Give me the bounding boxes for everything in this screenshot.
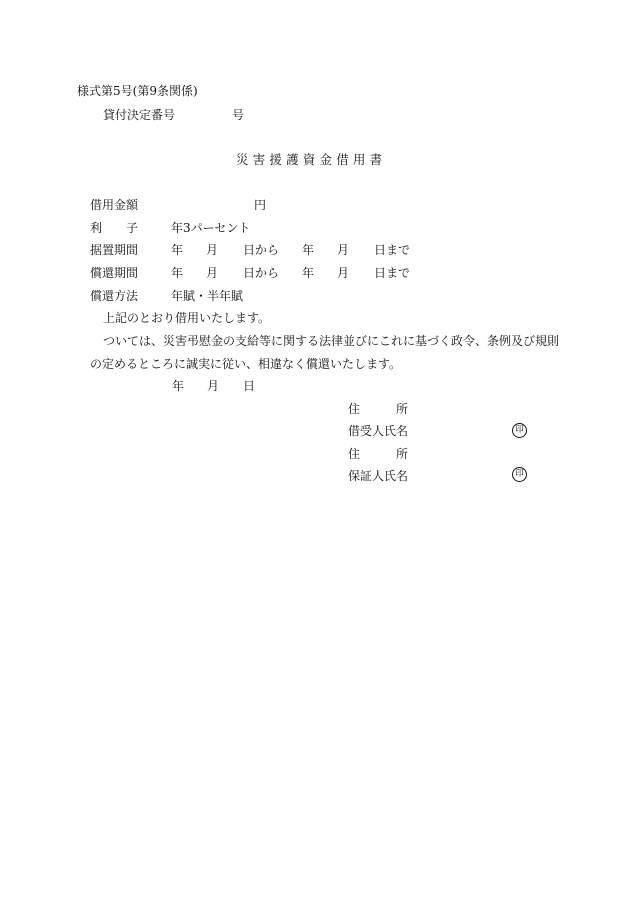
form-number: 様式第5号(第9条関係): [77, 84, 198, 98]
repayment-method-label: 償還方法: [90, 289, 139, 303]
interest-value: 年3パーセント: [171, 221, 251, 235]
borrower-name-label: 借受人氏名: [348, 424, 409, 438]
deferment-from: 日から: [243, 243, 280, 257]
borrower-address-label-1: 住: [348, 402, 361, 416]
body-line-2: ついては、災害弔慰金の支給等に関する法律並びにこれに基づく政令、条例及び規則: [103, 334, 560, 348]
guarantor-address-label-1: 住: [348, 447, 361, 461]
body-line-3: の定めるところに誠実に従い、相違なく償還いたします。: [90, 357, 402, 371]
body-line-1: 上記のとおり借用いたします。: [103, 311, 271, 325]
date-month: 月: [207, 379, 220, 393]
deferment-month-2: 月: [337, 243, 350, 257]
date-year: 年: [172, 379, 185, 393]
amount-unit: 円: [254, 198, 267, 212]
borrower-seal-icon: 印: [512, 423, 527, 438]
amount-label: 借用金額: [90, 198, 139, 212]
repayment-period-label: 償還期間: [90, 266, 139, 280]
repayment-month-2: 月: [337, 266, 350, 280]
repayment-from: 日から: [243, 266, 280, 280]
deferment-until: 日まで: [374, 243, 411, 257]
repayment-year-2: 年: [302, 266, 315, 280]
guarantor-seal-icon: 印: [512, 467, 527, 482]
repayment-month: 月: [206, 266, 219, 280]
decision-number-suffix: 号: [232, 108, 245, 122]
guarantor-name-label: 保証人氏名: [348, 469, 409, 483]
guarantor-address-label-2: 所: [396, 447, 409, 461]
deferment-label: 据置期間: [90, 243, 139, 257]
deferment-year: 年: [171, 243, 184, 257]
deferment-month: 月: [206, 243, 219, 257]
deferment-year-2: 年: [302, 243, 315, 257]
date-day: 日: [243, 379, 256, 393]
repayment-year: 年: [171, 266, 184, 280]
borrower-address-label-2: 所: [396, 402, 409, 416]
interest-label-1: 利: [90, 221, 103, 235]
repayment-until: 日まで: [374, 266, 411, 280]
decision-number-label: 貸付決定番号: [103, 108, 176, 122]
repayment-method-value: 年賦・半年賦: [171, 289, 244, 303]
interest-label-2: 子: [126, 221, 139, 235]
document-title: 災害援護資金借用書: [236, 152, 387, 167]
